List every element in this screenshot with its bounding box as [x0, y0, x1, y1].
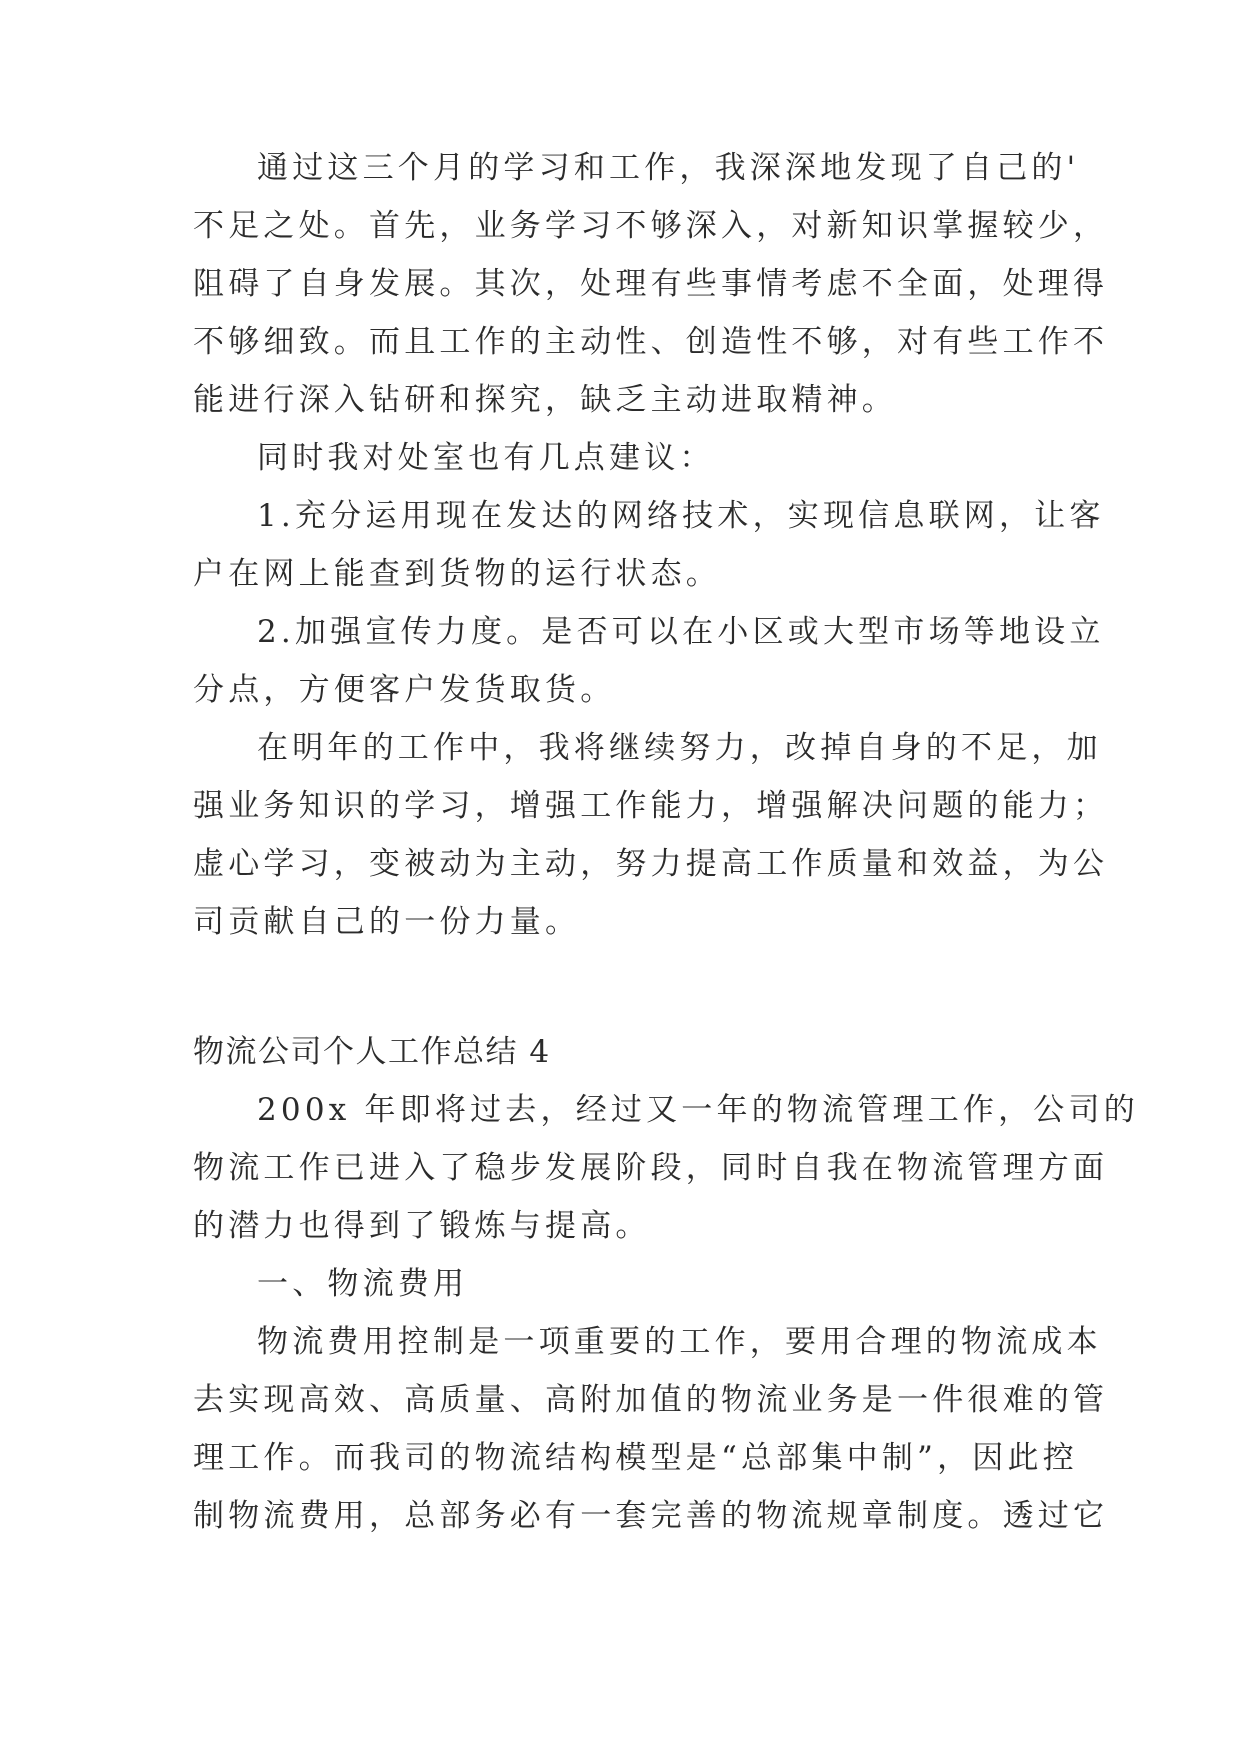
text-line: 不足之处。首先，业务学习不够深入，对新知识掌握较少，	[193, 208, 1109, 244]
text-line: 通过这三个月的学习和工作，我深深地发现了自己的'	[257, 150, 1080, 186]
text-line: 在明年的工作中，我将继续努力，改掉自身的不足，加	[257, 730, 1102, 766]
text-line: 200x 年即将过去，经过又一年的物流管理工作，公司的	[257, 1092, 1139, 1128]
text-line: 分点，方便客户发货取货。	[193, 672, 616, 708]
text-line: 强业务知识的学习，增强工作能力，增强解决问题的能力；	[193, 788, 1109, 824]
text-line: 理工作。而我司的物流结构模型是“总部集中制”，因此控	[193, 1440, 1078, 1476]
text-line: 户在网上能查到货物的运行状态。	[193, 556, 721, 592]
text-line: 虚心学习，变被动为主动，努力提高工作质量和效益，为公	[193, 846, 1109, 882]
text-line: 同时我对处室也有几点建议：	[257, 440, 715, 476]
section-heading: 物流公司个人工作总结 4	[193, 1034, 551, 1070]
subsection-heading: 一、物流费用	[257, 1266, 469, 1302]
text-line: 不够细致。而且工作的主动性、创造性不够，对有些工作不	[193, 324, 1109, 360]
text-line: 能进行深入钻研和探究，缺乏主动进取精神。	[193, 382, 897, 418]
text-line: 司贡献自己的一份力量。	[193, 904, 581, 940]
text-line: 物流费用控制是一项重要的工作，要用合理的物流成本	[257, 1324, 1102, 1360]
text-line: 物流工作已进入了稳步发展阶段，同时自我在物流管理方面	[193, 1150, 1109, 1186]
text-line: 2.加强宣传力度。是否可以在小区或大型市场等地设立	[257, 614, 1105, 650]
text-line: 的潜力也得到了锻炼与提高。	[193, 1208, 651, 1244]
text-line: 去实现高效、高质量、高附加值的物流业务是一件很难的管	[193, 1382, 1109, 1418]
text-line: 1.充分运用现在发达的网络技术，实现信息联网，让客	[257, 498, 1105, 534]
text-line: 制物流费用，总部务必有一套完善的物流规章制度。透过它	[193, 1498, 1109, 1534]
text-line: 阻碍了自身发展。其次，处理有些事情考虑不全面，处理得	[193, 266, 1109, 302]
